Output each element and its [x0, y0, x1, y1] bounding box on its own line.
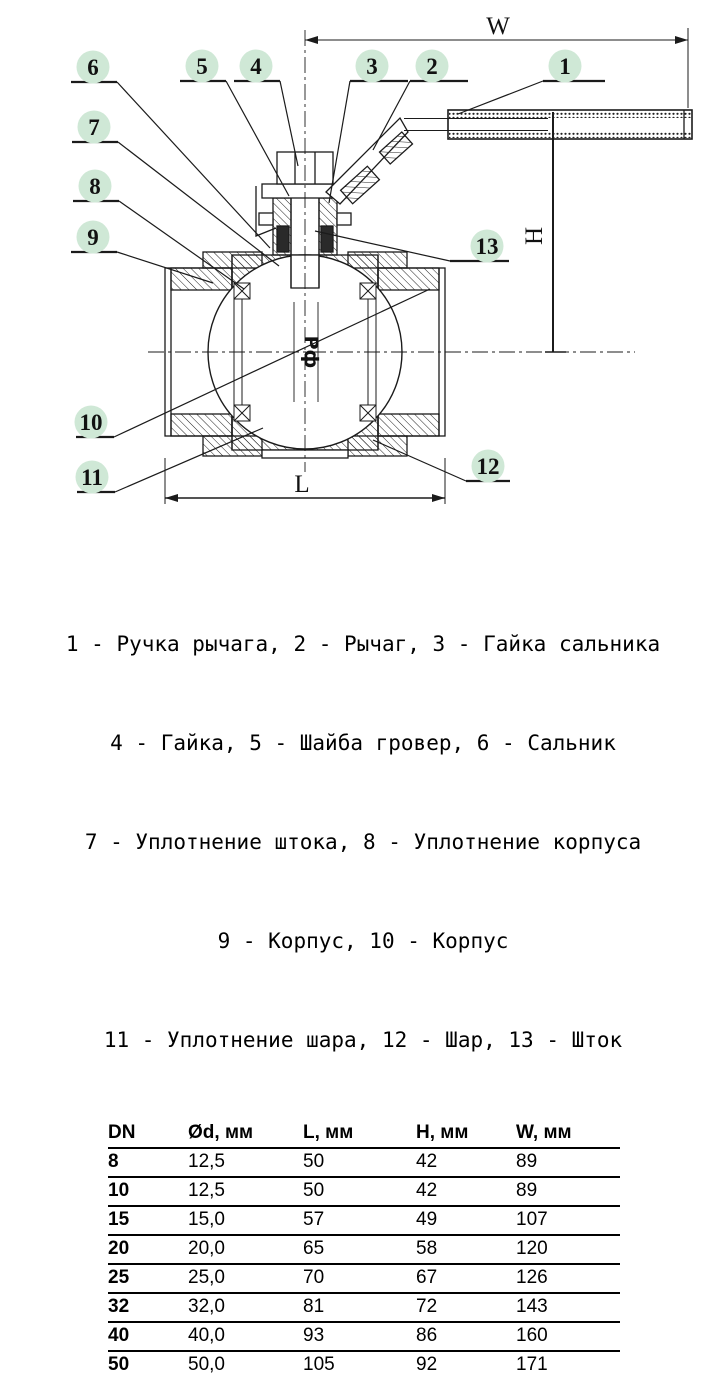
- cell-l: 70: [303, 1264, 416, 1293]
- table-row: [108, 1351, 620, 1379]
- cell-d: 12,5: [188, 1148, 303, 1177]
- cell-h: 72: [416, 1293, 516, 1322]
- svg-text:3: 3: [366, 54, 378, 79]
- ball-valve-drawing: [0, 0, 726, 552]
- cell-h: 42: [416, 1177, 516, 1206]
- cell-h: 92: [416, 1354, 438, 1375]
- cell-h: 42: [416, 1148, 516, 1177]
- svg-text:6: 6: [87, 55, 99, 80]
- cell-w: 107: [516, 1206, 620, 1235]
- table-row: [108, 1264, 620, 1293]
- cell-dn: 8: [108, 1148, 188, 1177]
- cell-d: 12,5: [188, 1177, 303, 1206]
- cell-d: 40,0: [188, 1322, 303, 1351]
- cell-h: 58: [416, 1235, 516, 1264]
- cell-l: 105: [303, 1354, 335, 1375]
- cell-w: 89: [516, 1148, 620, 1177]
- legend-line: 4 - Гайка, 5 - Шайба гровер, 6 - Сальник: [110, 731, 616, 755]
- cell-l: 50: [303, 1177, 416, 1206]
- dimensions-table: [108, 1120, 620, 1379]
- svg-text:10: 10: [79, 410, 103, 435]
- svg-text:5: 5: [196, 54, 208, 79]
- callout-12: [472, 450, 505, 483]
- cell-d: 50,0: [188, 1354, 225, 1375]
- cell-l: 57: [303, 1206, 416, 1235]
- legend-line: 7 - Уплотнение штока, 8 - Уплотнение корпуса: [84, 830, 642, 854]
- table-row: [108, 1206, 620, 1235]
- legend-line: 9 - Корпус, 10 - Корпус: [217, 929, 509, 953]
- cell-dn: 25: [108, 1264, 188, 1293]
- table-row: [108, 1177, 620, 1206]
- table-row: [108, 1148, 620, 1177]
- callout-10: [75, 406, 108, 439]
- cell-w: 120: [516, 1235, 620, 1264]
- cell-w: 160: [516, 1322, 620, 1351]
- column-header-h: H, мм: [416, 1120, 516, 1148]
- callout-7: [78, 111, 111, 144]
- callout-5: [186, 50, 219, 83]
- cell-l: 93: [303, 1322, 416, 1351]
- svg-text:9: 9: [87, 225, 99, 250]
- cell-w: 143: [516, 1293, 620, 1322]
- packing-left: [277, 226, 289, 252]
- table-row: [108, 1235, 620, 1264]
- column-header-dn: DN: [108, 1120, 188, 1148]
- table-row: [108, 1293, 620, 1322]
- table-row: [108, 1322, 620, 1351]
- callout-1: [549, 50, 582, 83]
- cell-l: 81: [303, 1293, 416, 1322]
- cell-h: 86: [416, 1322, 516, 1351]
- valve-body: [165, 110, 692, 458]
- svg-text:2: 2: [426, 54, 438, 79]
- callout-8: [79, 170, 112, 203]
- dimension-w-label: W: [486, 13, 510, 40]
- legend-line: 1 - Ручка рычага, 2 - Рычаг, 3 - Гайка сальника: [65, 632, 661, 656]
- side-lug-right: [337, 213, 351, 225]
- cell-w: 89: [516, 1177, 620, 1206]
- side-lug-left: [259, 213, 273, 225]
- cell-d: 20,0: [188, 1235, 303, 1264]
- svg-text:7: 7: [88, 115, 100, 140]
- column-header-l: L, мм: [303, 1120, 416, 1148]
- callout-11: [76, 461, 109, 494]
- callout-2: [416, 50, 449, 83]
- svg-text:11: 11: [81, 465, 103, 490]
- cell-h: 49: [416, 1206, 516, 1235]
- cell-dn: 40: [108, 1322, 188, 1351]
- dimension-h: [545, 112, 566, 352]
- legend-line: 11 - Уплотнение шара, 12 - Шар, 13 - Шток: [103, 1028, 623, 1052]
- cell-dn: 10: [108, 1177, 188, 1206]
- svg-text:12: 12: [476, 454, 500, 479]
- column-header-d: Ød, мм: [188, 1120, 303, 1148]
- cell-d: 32,0: [188, 1293, 303, 1322]
- callout-9: [77, 221, 110, 254]
- cell-dn: 50: [108, 1354, 130, 1375]
- callout-6: [77, 51, 110, 84]
- callout-13: [471, 230, 504, 263]
- svg-text:4: 4: [250, 54, 262, 79]
- cell-w: 171: [516, 1354, 548, 1375]
- cell-dn: 20: [108, 1235, 188, 1264]
- cell-w: 126: [516, 1264, 620, 1293]
- cell-dn: 15: [108, 1206, 188, 1235]
- cell-l: 50: [303, 1148, 416, 1177]
- centerlines: [148, 30, 635, 472]
- cell-l: 65: [303, 1235, 416, 1264]
- cell-d: 15,0: [188, 1206, 303, 1235]
- callout-3: [356, 50, 389, 83]
- dimension-h-label: H: [521, 226, 548, 246]
- svg-text:8: 8: [89, 174, 101, 199]
- parts-legend: [0, 562, 726, 1090]
- bore-diameter-label: Рф: [300, 335, 322, 369]
- callout-4: [240, 50, 273, 83]
- cell-d: 25,0: [188, 1264, 303, 1293]
- column-header-w: W, мм: [516, 1120, 620, 1148]
- svg-text:1: 1: [559, 54, 571, 79]
- cell-h: 67: [416, 1264, 516, 1293]
- packing-right: [321, 226, 333, 252]
- table-header-row: [108, 1120, 620, 1148]
- dimension-l-label: L: [294, 471, 310, 498]
- cell-dn: 32: [108, 1293, 188, 1322]
- svg-text:13: 13: [475, 234, 499, 259]
